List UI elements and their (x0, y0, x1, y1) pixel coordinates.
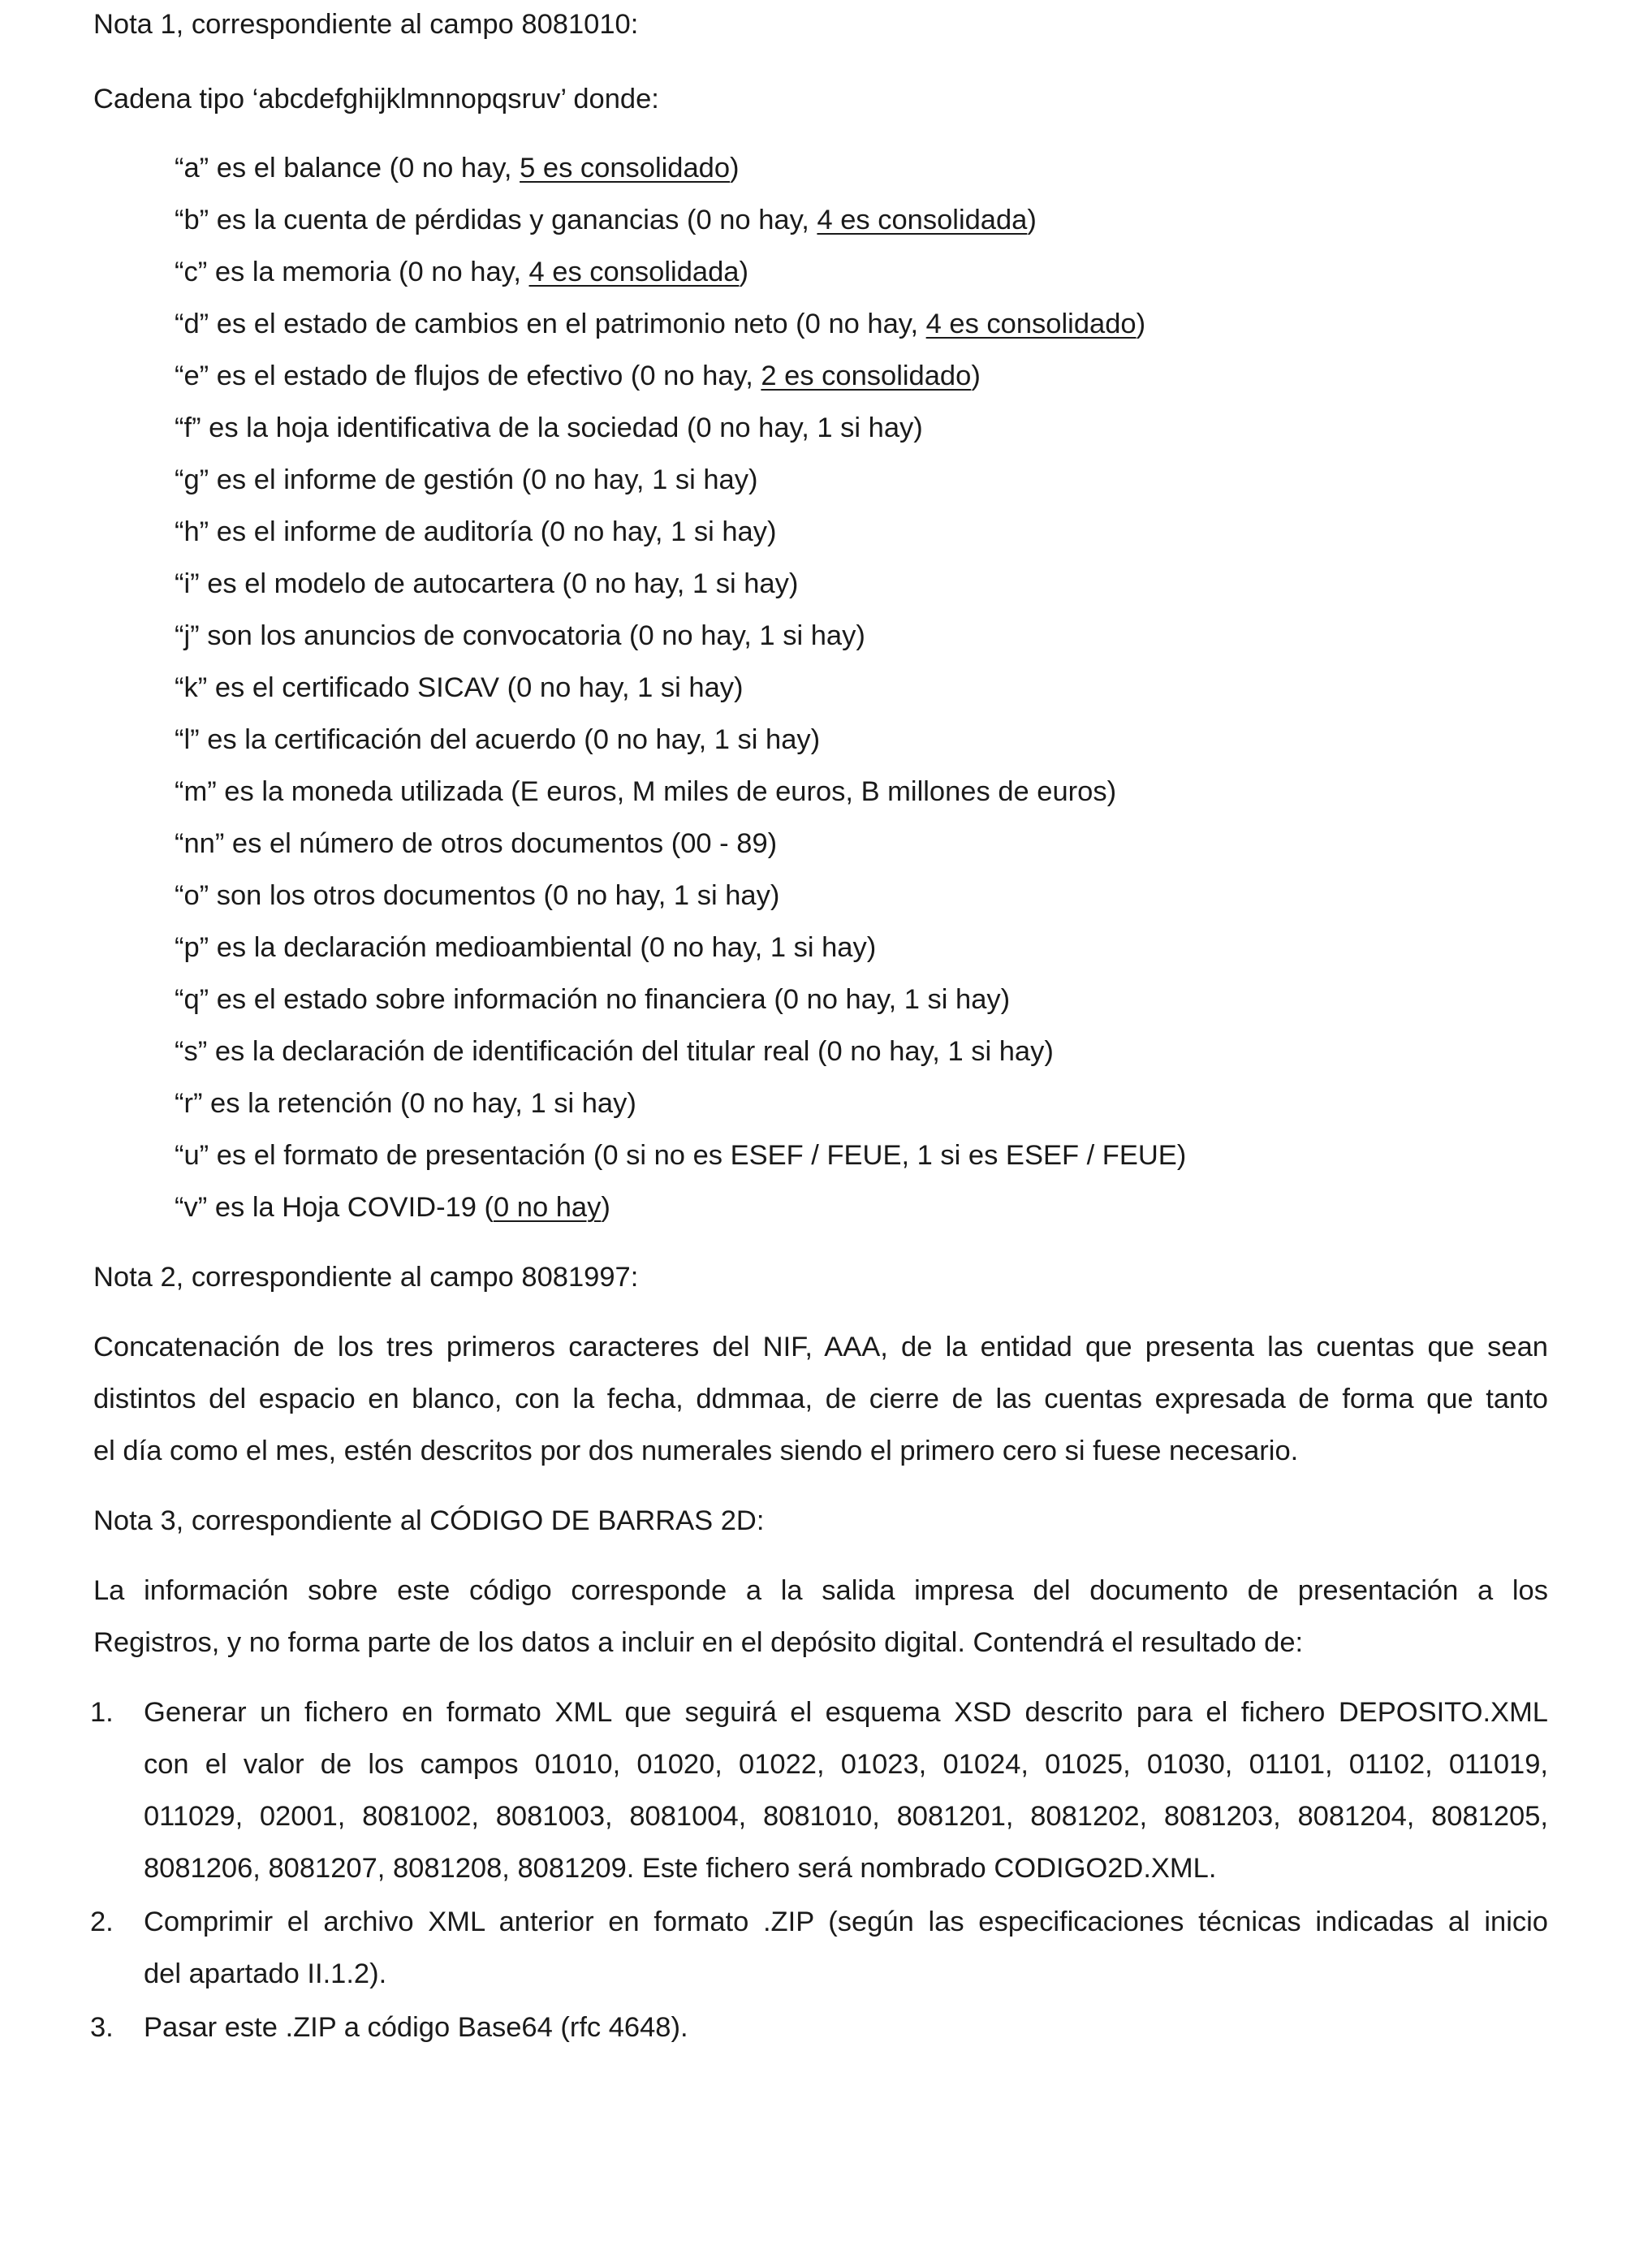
nota1-item-j: “j” son los anuncios de convocatoria (0 no hay, 1 si hay) (175, 620, 865, 651)
nota2-paragraph-line: Concatenación de los tres primeros caracteres del NIF, AAA, de la entidad que presenta las cuentas que sean (93, 1332, 1548, 1362)
step-line: con el valor de los campos 01010, 01020, 01022, 01023, 01024, 01025, 01030, 01101, 01102, 011019, (144, 1749, 1548, 1780)
nota1-item-q: “q” es el estado sobre información no financiera (0 no hay, 1 si hay) (175, 984, 1011, 1015)
step-line: Pasar este .ZIP a código Base64 (rfc 4648). (144, 2012, 688, 2043)
nota1-item-m: “m” es la moneda utilizada (E euros, M miles de euros, B millones de euros) (175, 776, 1117, 807)
nota3-paragraph-line: La información sobre este código corresponde a la salida impresa del documento de presentación a los (93, 1575, 1548, 1606)
step-number: 1. (90, 1697, 114, 1728)
nota1-item-b: “b” es la cuenta de pérdidas y ganancias (0 no hay, 4 es consolidada) (175, 205, 1037, 235)
nota2-title: Nota 2, correspondiente al campo 8081997: (93, 1262, 639, 1293)
nota1-item-a: “a” es el balance (0 no hay, 5 es consolidado) (175, 153, 740, 184)
step-line: Comprimir el archivo XML anterior en formato .ZIP (según las especificaciones técnicas indicadas al inicio (144, 1906, 1548, 1937)
nota1-intro: Cadena tipo ‘abcdefghijklmnnopqsruv’ donde: (93, 84, 659, 114)
nota1-item-i: “i” es el modelo de autocartera (0 no hay, 1 si hay) (175, 568, 799, 599)
nota1-item-u: “u” es el formato de presentación (0 si no es ESEF / FEUE, 1 si es ESEF / FEUE) (175, 1140, 1187, 1171)
step-number: 2. (90, 1906, 114, 1937)
step-line: 011029, 02001, 8081002, 8081003, 8081004, 8081010, 8081201, 8081202, 8081203, 8081204, 8081205, (144, 1801, 1548, 1832)
nota1-item-l: “l” es la certificación del acuerdo (0 no hay, 1 si hay) (175, 724, 821, 755)
nota1-item-r: “r” es la retención (0 no hay, 1 si hay) (175, 1088, 636, 1119)
nota1-item-d: “d” es el estado de cambios en el patrimonio neto (0 no hay, 4 es consolidado) (175, 309, 1146, 339)
nota1-item-o: “o” son los otros documentos (0 no hay, 1 si hay) (175, 880, 780, 911)
nota3-paragraph-line: Registros, y no forma parte de los datos a incluir en el depósito digital. Contendrá el resultado de: (93, 1627, 1304, 1658)
nota1-item-e: “e” es el estado de flujos de efectivo (0 no hay, 2 es consolidado) (175, 361, 981, 391)
step-line: Generar un fichero en formato XML que seguirá el esquema XSD descrito para el fichero DEPOSITO.XML (144, 1697, 1548, 1728)
nota2-paragraph-line: distintos del espacio en blanco, con la fecha, ddmmaa, de cierre de las cuentas expresada de forma que tanto (93, 1384, 1548, 1414)
nota1-item-s: “s” es la declaración de identificación del titular real (0 no hay, 1 si hay) (175, 1036, 1054, 1067)
nota1-item-nn: “nn” es el número de otros documentos (00 - 89) (175, 828, 778, 859)
nota2-paragraph-line: el día como el mes, estén descritos por dos numerales siendo el primero cero si fuese necesario. (93, 1436, 1299, 1466)
nota1-item-k: “k” es el certificado SICAV (0 no hay, 1 si hay) (175, 672, 744, 703)
nota1-item-f: “f” es la hoja identificativa de la sociedad (0 no hay, 1 si hay) (175, 412, 923, 443)
nota1-item-v: “v” es la Hoja COVID-19 (0 no hay) (175, 1192, 610, 1223)
nota1-item-c: “c” es la memoria (0 no hay, 4 es consolidada) (175, 257, 748, 287)
nota1-item-g: “g” es el informe de gestión (0 no hay, 1 si hay) (175, 464, 758, 495)
step-number: 3. (90, 2012, 114, 2043)
nota3-title: Nota 3, correspondiente al CÓDIGO DE BARRAS 2D: (93, 1505, 765, 1536)
nota1-title: Nota 1, correspondiente al campo 8081010: (93, 9, 639, 40)
nota1-item-h: “h” es el informe de auditoría (0 no hay, 1 si hay) (175, 516, 777, 547)
step-line: 8081206, 8081207, 8081208, 8081209. Este fichero será nombrado CODIGO2D.XML. (144, 1853, 1217, 1884)
step-line: del apartado II.1.2). (144, 1958, 387, 1989)
nota1-item-p: “p” es la declaración medioambiental (0 no hay, 1 si hay) (175, 932, 877, 963)
